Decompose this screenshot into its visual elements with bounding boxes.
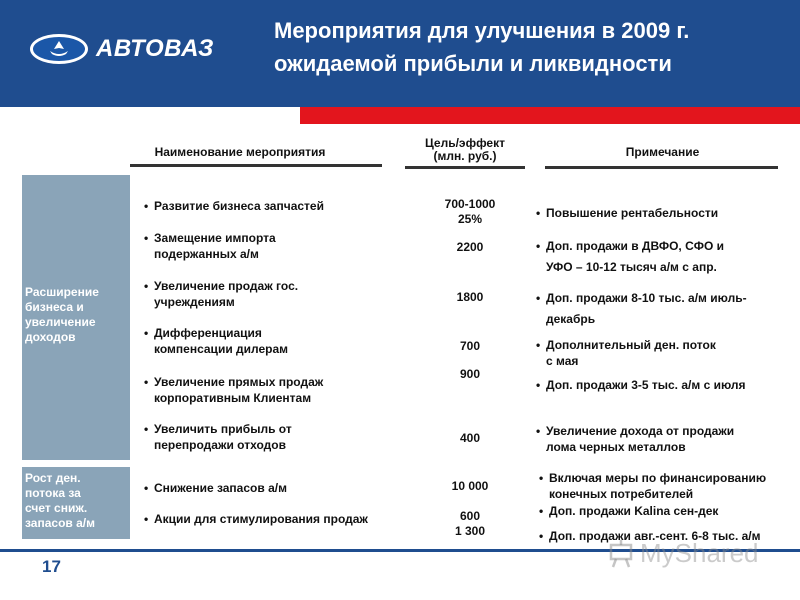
column-header-note: Примечание <box>625 145 700 159</box>
avtovaz-logo <box>30 34 214 64</box>
note-item: • Доп. продажи в ДВФО, СФО и УФО – 10-12 тысяч а/м с апр. <box>536 239 725 274</box>
column-header-name: Наименование мероприятия <box>154 145 326 159</box>
effect-value: 600 1 300 <box>454 509 486 538</box>
accent-stripe <box>300 107 800 124</box>
effect-value: 1800 <box>456 290 484 304</box>
group-block-cashflow: Рост ден. потока за счет сниж. запасов а/м <box>22 467 130 539</box>
column-divider-effect <box>405 166 525 169</box>
column-divider-name <box>130 164 382 167</box>
measure-item: • Акции для стимулирования продаж <box>144 512 368 526</box>
measure-item: • Увеличение прямых продаж корпоративным Клиентам <box>144 375 324 405</box>
measure-item: • Дифференциация компенсации дилерам <box>144 326 289 356</box>
lada-boat-icon <box>30 34 88 64</box>
measure-item: • Снижение запасов а/м <box>144 481 287 495</box>
page-number: 17 <box>42 557 61 576</box>
measure-item: • Развитие бизнеса запчастей <box>144 199 324 213</box>
watermark: MyShared <box>608 538 759 569</box>
note-item: • Дополнительный ден. поток с мая <box>536 338 716 368</box>
effect-value: 10 000 <box>451 479 489 493</box>
column-divider-note <box>545 166 778 169</box>
effect-value: 2200 <box>456 240 484 254</box>
page-title: Мероприятия для улучшения в 2009 г. ожидаемой прибыли и ликвидности <box>274 18 690 76</box>
note-item: • Доп. продажи Kalina сен-дек <box>539 504 719 518</box>
measure-item: • Увеличить прибыль от перепродажи отходов <box>144 422 292 452</box>
note-item: • Доп. продажи авг.-сент. 6-8 тыс. а/м <box>539 529 761 543</box>
header-bar <box>0 0 800 107</box>
note-item: • Доп. продажи 3-5 тыс. а/м с июля <box>536 378 746 392</box>
note-item: • Повышение рентабельности <box>536 206 719 220</box>
group-block-expansion: Расширение бизнеса и увеличение доходов <box>22 175 130 460</box>
presentation-board-icon <box>608 539 634 569</box>
column-header-effect: Цель/эффект (млн. руб.) <box>425 136 505 163</box>
effect-value: 900 <box>459 367 481 381</box>
measure-item: • Увеличение продаж гос. учреждениям <box>144 279 299 309</box>
effect-value: 700-1000 25% <box>444 197 496 226</box>
effect-value: 400 <box>459 431 481 445</box>
note-item: • Включая меры по финансированию конечных потребителей <box>539 471 767 501</box>
effect-value: 700 <box>459 339 481 353</box>
measure-item: • Замещение импорта подержанных а/м <box>144 231 276 261</box>
note-item: • Увеличение дохода от продажи лома черных металлов <box>536 424 735 454</box>
note-item: • Доп. продажи 8-10 тыс. а/м июль- декабрь <box>536 291 747 326</box>
logo-text: АВТОВАЗ <box>96 35 214 62</box>
